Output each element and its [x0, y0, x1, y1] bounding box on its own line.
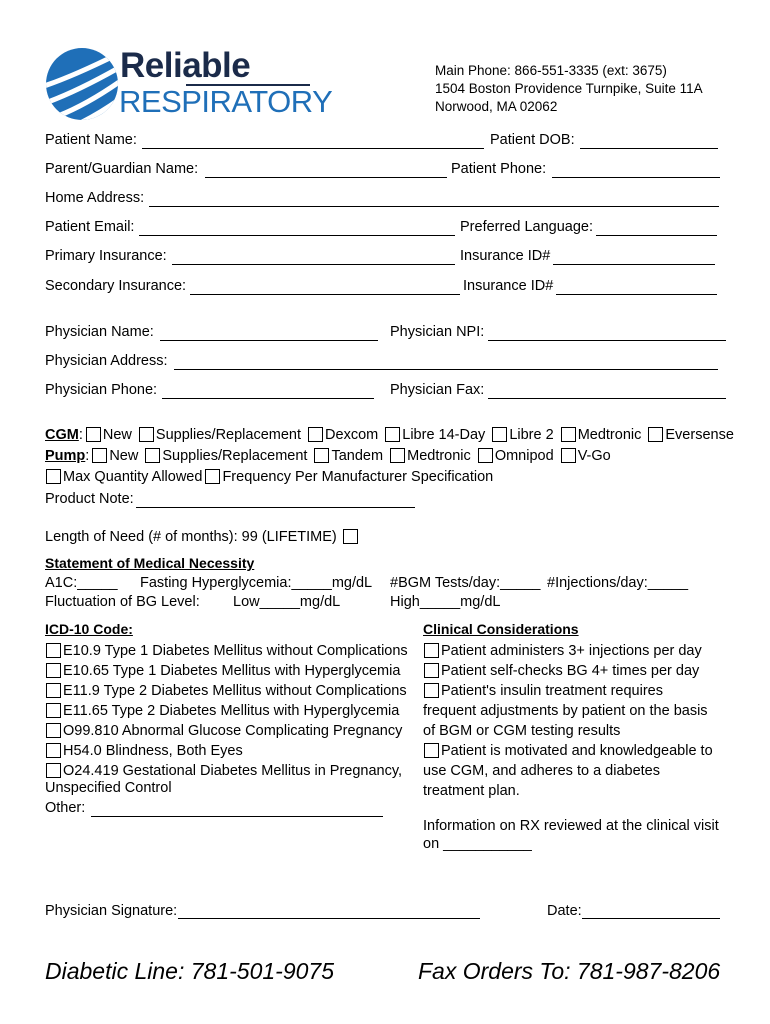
icd-list	[43, 641, 408, 781]
list-item	[43, 661, 408, 681]
list-item	[43, 741, 408, 761]
product-note-label: Product Note:	[45, 491, 134, 507]
home-address-field[interactable]	[149, 206, 719, 207]
clinical-checkbox[interactable]	[424, 643, 439, 658]
max-quantity-label: Max Quantity Allowed	[63, 469, 203, 485]
icd-heading: ICD-10 Code:	[45, 621, 133, 637]
cgm-libre2-checkbox[interactable]	[492, 427, 507, 442]
max-quantity-checkbox[interactable]	[46, 469, 61, 484]
other-label: Other:	[45, 800, 86, 816]
rx-info	[423, 817, 719, 853]
list-item	[421, 741, 713, 761]
date-field[interactable]	[582, 918, 720, 919]
smn-heading: Statement of Medical Necessity	[45, 555, 255, 571]
pump-row: Pump: New Supplies/Replacement Tandem Medtronic Omnipod V-Go	[45, 448, 611, 464]
cgm-supplies-checkbox[interactable]	[139, 427, 154, 442]
list-item	[421, 641, 713, 661]
secondary-insurance-label: Secondary Insurance:	[45, 278, 187, 294]
cgm-option-label: Medtronic	[577, 427, 642, 443]
icd-code-label: H54.0 Blindness, Both Eyes	[63, 743, 243, 759]
cgm-eversense-checkbox[interactable]	[648, 427, 663, 442]
diabetic-line: Diabetic Line: 781-501-9075	[45, 958, 334, 984]
clinical-item-continuation: of BGM or CGM testing results	[423, 723, 621, 739]
icd-code-label: E10.65 Type 1 Diabetes Mellitus with Hyperglycemia	[63, 663, 401, 679]
pump-supplies-checkbox[interactable]	[145, 448, 160, 463]
clinical-checkbox[interactable]	[424, 683, 439, 698]
physician-name-field[interactable]	[160, 340, 378, 341]
cgm-option-label: Dexcom	[325, 427, 379, 443]
preferred-language-label: Preferred Language:	[460, 219, 594, 235]
pump-omnipod-checkbox[interactable]	[478, 448, 493, 463]
clinical-item-label: Patient's insulin treatment requires	[441, 683, 663, 699]
physician-npi-field[interactable]	[488, 340, 726, 341]
contact-block	[435, 62, 703, 116]
icd-code-label: O99.810 Abnormal Glucose Complicating Pregnancy	[63, 723, 403, 739]
secondary-insurance-field[interactable]	[190, 294, 460, 295]
cgm-new-checkbox[interactable]	[86, 427, 101, 442]
pump-option-label: Omnipod	[494, 448, 554, 464]
pump-option-label: V-Go	[577, 448, 611, 464]
pump-medtronic-checkbox[interactable]	[390, 448, 405, 463]
quantity-row	[43, 469, 493, 485]
icd-continuation: Unspecified Control	[45, 780, 172, 796]
patient-email-field[interactable]	[139, 235, 455, 236]
clinical-item-label: Patient administers 3+ injections per day	[441, 643, 702, 659]
physician-signature-label: Physician Signature:	[45, 903, 178, 919]
cgm-libre14-checkbox[interactable]	[385, 427, 400, 442]
cgm-dexcom-checkbox[interactable]	[308, 427, 323, 442]
cgm-option-label: Libre 14-Day	[402, 427, 486, 443]
insurance-id-1-label: Insurance ID#	[460, 248, 551, 264]
date-label: Date:	[547, 903, 582, 919]
guardian-name-field[interactable]	[205, 177, 447, 178]
patient-dob-label: Patient DOB:	[490, 132, 575, 148]
pump-label: Pump	[45, 448, 86, 464]
patient-phone-label: Patient Phone:	[451, 161, 547, 177]
cgm-option-label: Supplies/Replacement	[155, 427, 302, 443]
icd-checkbox[interactable]	[46, 763, 61, 778]
patient-phone-field[interactable]	[552, 177, 720, 178]
list-item	[421, 681, 713, 701]
injections-field[interactable]: #Injections/day:_____	[547, 575, 689, 591]
pump-option-label: Tandem	[331, 448, 384, 464]
list-item	[43, 721, 408, 741]
preferred-language-field[interactable]	[596, 235, 717, 236]
physician-phone-label: Physician Phone:	[45, 382, 158, 398]
insurance-id-2-field[interactable]	[556, 294, 717, 295]
list-item	[43, 761, 408, 781]
icd-checkbox[interactable]	[46, 643, 61, 658]
physician-signature-field[interactable]	[178, 918, 480, 919]
frequency-label: Frequency Per Manufacturer Specification	[222, 469, 494, 485]
lifetime-checkbox[interactable]	[343, 529, 358, 544]
icd-code-label: O24.419 Gestational Diabetes Mellitus in Pregnancy,	[63, 763, 403, 779]
icd-checkbox[interactable]	[46, 703, 61, 718]
other-field[interactable]	[91, 816, 383, 817]
street-address: 1504 Boston Providence Turnpike, Suite 11A	[435, 81, 703, 96]
pump-option-label: Medtronic	[407, 448, 471, 464]
clinical-item-continuation: use CGM, and adheres to a diabetes	[423, 763, 660, 779]
patient-dob-field[interactable]	[580, 148, 718, 149]
physician-address-field[interactable]	[174, 369, 718, 370]
physician-fax-field[interactable]	[488, 398, 726, 399]
insurance-id-2-label: Insurance ID#	[463, 278, 554, 294]
clinical-item-continuation: treatment plan.	[423, 783, 520, 799]
icd-code-label: E10.9 Type 1 Diabetes Mellitus without Complications	[63, 643, 408, 659]
cgm-option-label: Eversense	[665, 427, 734, 443]
physician-phone-field[interactable]	[162, 398, 374, 399]
patient-name-field[interactable]	[142, 148, 484, 149]
pump-vgo-checkbox[interactable]	[561, 448, 576, 463]
list-item	[43, 641, 408, 661]
low-field[interactable]: Low_____mg/dL	[233, 594, 341, 610]
logo-wordmark-reliable: Reliable	[120, 46, 251, 85]
patient-name-label: Patient Name:	[45, 132, 137, 148]
high-field[interactable]: High_____mg/dL	[390, 594, 501, 610]
rx-info-date-field[interactable]: on ___________	[423, 836, 532, 852]
fax-orders: Fax Orders To: 781-987-8206	[418, 958, 721, 984]
bgm-tests-field[interactable]: #BGM Tests/day:_____	[390, 575, 541, 591]
list-item	[421, 661, 713, 681]
icd-checkbox[interactable]	[46, 683, 61, 698]
primary-insurance-field[interactable]	[172, 264, 455, 265]
primary-insurance-label: Primary Insurance:	[45, 248, 167, 264]
frequency-checkbox[interactable]	[205, 469, 220, 484]
pump-tandem-checkbox[interactable]	[314, 448, 329, 463]
icd-checkbox[interactable]	[46, 723, 61, 738]
physician-npi-label: Physician NPI:	[390, 324, 485, 340]
cgm-label: CGM	[45, 427, 79, 443]
clinical-heading: Clinical Considerations	[423, 621, 579, 637]
icd-code-label: E11.65 Type 2 Diabetes Mellitus with Hyperglycemia	[63, 703, 400, 719]
clinical-item-label: Patient is motivated and knowledgeable to	[441, 743, 713, 759]
fasting-field[interactable]: Fasting Hyperglycemia:_____mg/dL	[140, 575, 373, 591]
city-address: Norwood, MA 02062	[435, 99, 558, 114]
clinical-list	[421, 641, 713, 801]
insurance-id-1-field[interactable]	[553, 264, 715, 265]
clinical-item-continuation: frequent adjustments by patient on the basis	[423, 703, 708, 719]
list-item	[43, 701, 408, 721]
cgm-option-label: New	[102, 427, 132, 443]
guardian-name-label: Parent/Guardian Name:	[45, 161, 199, 177]
rx-info-line: Information on RX reviewed at the clinical visit	[423, 818, 719, 834]
clinical-checkbox[interactable]	[424, 663, 439, 678]
cgm-medtronic-checkbox[interactable]	[561, 427, 576, 442]
icd-checkbox[interactable]	[46, 743, 61, 758]
clinical-item-label: Patient self-checks BG 4+ times per day	[441, 663, 700, 679]
physician-address-label: Physician Address:	[45, 353, 168, 369]
product-note-field[interactable]	[136, 507, 415, 508]
length-of-need-label: Length of Need (# of months): 99 (LIFETIME)	[45, 529, 337, 545]
main-phone: Main Phone: 866-551-3335 (ext: 3675)	[435, 63, 667, 78]
physician-name-label: Physician Name:	[45, 324, 154, 340]
logo-globe-icon	[44, 46, 122, 122]
logo-wordmark-respiratory: RESPIRATORY	[119, 84, 333, 119]
pump-option-label: New	[109, 448, 139, 464]
icd-checkbox[interactable]	[46, 663, 61, 678]
pump-option-label: Supplies/Replacement	[162, 448, 308, 464]
physician-fax-label: Physician Fax:	[390, 382, 485, 398]
length-of-need-row	[45, 529, 360, 545]
a1c-field[interactable]: A1C:_____	[45, 575, 118, 591]
patient-email-label: Patient Email:	[45, 219, 135, 235]
fluctuation-label: Fluctuation of BG Level:	[45, 594, 200, 610]
cgm-option-label: Libre 2	[509, 427, 554, 443]
clinical-checkbox[interactable]	[424, 743, 439, 758]
icd-code-label: E11.9 Type 2 Diabetes Mellitus without Complications	[63, 683, 407, 699]
home-address-label: Home Address:	[45, 190, 145, 206]
pump-new-checkbox[interactable]	[92, 448, 107, 463]
cgm-row: CGM: New Supplies/Replacement Dexcom Libre 14-Day Libre 2 Medtronic Eversense	[45, 427, 734, 443]
list-item	[43, 681, 408, 701]
